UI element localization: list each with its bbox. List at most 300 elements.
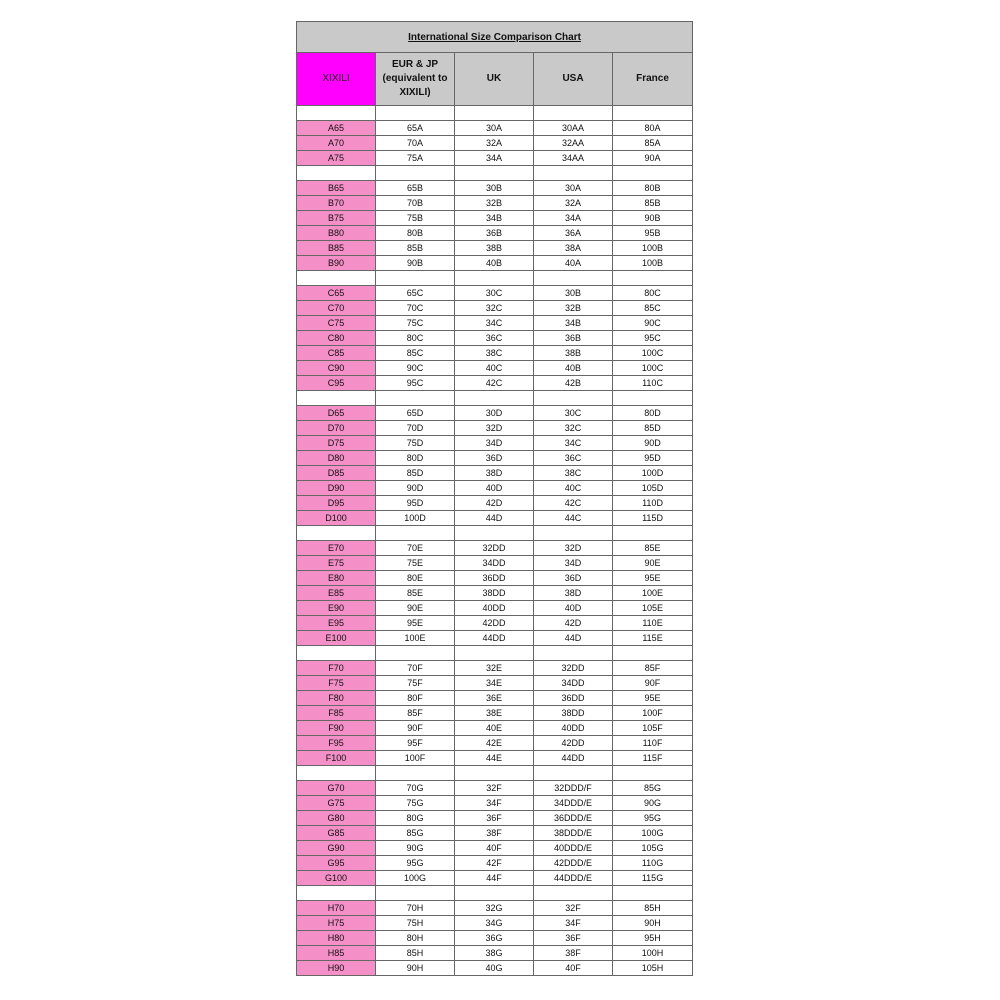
spacer-cell	[376, 646, 455, 661]
uk-cell: 42F	[455, 856, 534, 871]
size-cell: G95	[297, 856, 376, 871]
table-row	[297, 871, 693, 886]
spacer-cell	[613, 646, 693, 661]
usa-cell: 36C	[534, 451, 613, 466]
spacer-row	[297, 526, 693, 541]
size-cell: E90	[297, 601, 376, 616]
usa-cell: 38DDD/E	[534, 826, 613, 841]
france-cell: 85D	[613, 421, 693, 436]
usa-cell: 30B	[534, 286, 613, 301]
table-row	[297, 256, 693, 271]
usa-cell: 34C	[534, 436, 613, 451]
eur-jp-cell: 80G	[376, 811, 455, 826]
table-row	[297, 556, 693, 571]
usa-cell: 32A	[534, 196, 613, 211]
france-cell: 95D	[613, 451, 693, 466]
uk-cell: 38G	[455, 946, 534, 961]
usa-cell: 36B	[534, 331, 613, 346]
table-row	[297, 211, 693, 226]
usa-cell: 40DDD/E	[534, 841, 613, 856]
usa-cell: 36DD	[534, 691, 613, 706]
spacer-cell	[534, 271, 613, 286]
table-row	[297, 676, 693, 691]
uk-cell: 34A	[455, 151, 534, 166]
table-row	[297, 691, 693, 706]
header-row	[297, 53, 693, 106]
usa-cell: 36F	[534, 931, 613, 946]
france-cell: 110F	[613, 736, 693, 751]
spacer-cell	[613, 106, 693, 121]
usa-cell: 34B	[534, 316, 613, 331]
spacer-cell	[455, 526, 534, 541]
usa-cell: 38A	[534, 241, 613, 256]
usa-cell: 42DD	[534, 736, 613, 751]
eur-jp-cell: 65A	[376, 121, 455, 136]
france-cell: 85C	[613, 301, 693, 316]
size-cell: C70	[297, 301, 376, 316]
france-cell: 100H	[613, 946, 693, 961]
spacer-cell	[613, 271, 693, 286]
uk-cell: 36E	[455, 691, 534, 706]
table-row	[297, 181, 693, 196]
size-cell: E85	[297, 586, 376, 601]
usa-cell: 34AA	[534, 151, 613, 166]
size-cell: A65	[297, 121, 376, 136]
size-cell: D70	[297, 421, 376, 436]
spacer-cell	[297, 271, 376, 286]
size-cell: E70	[297, 541, 376, 556]
eur-jp-cell: 90F	[376, 721, 455, 736]
france-cell: 90H	[613, 916, 693, 931]
size-cell: C90	[297, 361, 376, 376]
eur-jp-cell: 85F	[376, 706, 455, 721]
size-cell: C95	[297, 376, 376, 391]
uk-cell: 36G	[455, 931, 534, 946]
eur-jp-cell: 95C	[376, 376, 455, 391]
usa-cell: 40C	[534, 481, 613, 496]
size-cell: G90	[297, 841, 376, 856]
france-cell: 95B	[613, 226, 693, 241]
france-cell: 90B	[613, 211, 693, 226]
table-row	[297, 136, 693, 151]
table-row	[297, 121, 693, 136]
table-row	[297, 226, 693, 241]
spacer-cell	[613, 391, 693, 406]
eur-jp-cell: 85D	[376, 466, 455, 481]
eur-jp-cell: 70B	[376, 196, 455, 211]
eur-jp-cell: 85C	[376, 346, 455, 361]
eur-jp-cell: 75E	[376, 556, 455, 571]
table-row	[297, 436, 693, 451]
table-row	[297, 601, 693, 616]
size-cell: D75	[297, 436, 376, 451]
size-cell: H70	[297, 901, 376, 916]
size-cell: H80	[297, 931, 376, 946]
table-row	[297, 481, 693, 496]
eur-jp-cell: 85H	[376, 946, 455, 961]
eur-jp-cell: 75A	[376, 151, 455, 166]
usa-cell: 40B	[534, 361, 613, 376]
uk-cell: 32B	[455, 196, 534, 211]
eur-jp-cell: 75C	[376, 316, 455, 331]
eur-jp-cell: 100E	[376, 631, 455, 646]
france-cell: 110G	[613, 856, 693, 871]
uk-cell: 44D	[455, 511, 534, 526]
france-cell: 90A	[613, 151, 693, 166]
eur-jp-cell: 80C	[376, 331, 455, 346]
france-cell: 110E	[613, 616, 693, 631]
uk-cell: 40C	[455, 361, 534, 376]
header-usa: USA	[534, 53, 613, 106]
eur-jp-cell: 90G	[376, 841, 455, 856]
size-cell: F90	[297, 721, 376, 736]
size-cell: H90	[297, 961, 376, 976]
uk-cell: 40D	[455, 481, 534, 496]
france-cell: 105G	[613, 841, 693, 856]
uk-cell: 40G	[455, 961, 534, 976]
table-row	[297, 451, 693, 466]
table-row	[297, 856, 693, 871]
spacer-row	[297, 646, 693, 661]
size-cell: G70	[297, 781, 376, 796]
france-cell: 110C	[613, 376, 693, 391]
spacer-row	[297, 106, 693, 121]
uk-cell: 36D	[455, 451, 534, 466]
title-row	[297, 22, 693, 53]
table-row	[297, 496, 693, 511]
uk-cell: 30A	[455, 121, 534, 136]
table-row	[297, 331, 693, 346]
usa-cell: 40A	[534, 256, 613, 271]
table-row	[297, 796, 693, 811]
size-cell: B80	[297, 226, 376, 241]
size-cell: B70	[297, 196, 376, 211]
eur-jp-cell: 75B	[376, 211, 455, 226]
france-cell: 80B	[613, 181, 693, 196]
size-cell: F80	[297, 691, 376, 706]
usa-cell: 42DDD/E	[534, 856, 613, 871]
spacer-cell	[376, 886, 455, 901]
table-row	[297, 826, 693, 841]
size-cell: H75	[297, 916, 376, 931]
spacer-cell	[455, 271, 534, 286]
eur-jp-cell: 85G	[376, 826, 455, 841]
size-cell: E75	[297, 556, 376, 571]
spacer-cell	[297, 166, 376, 181]
france-cell: 85G	[613, 781, 693, 796]
table-row	[297, 361, 693, 376]
eur-jp-cell: 75F	[376, 676, 455, 691]
usa-cell: 34DD	[534, 676, 613, 691]
france-cell: 85H	[613, 901, 693, 916]
france-cell: 100G	[613, 826, 693, 841]
uk-cell: 40B	[455, 256, 534, 271]
uk-cell: 38F	[455, 826, 534, 841]
size-cell: A70	[297, 136, 376, 151]
spacer-cell	[455, 166, 534, 181]
table-row	[297, 931, 693, 946]
france-cell: 85F	[613, 661, 693, 676]
uk-cell: 32C	[455, 301, 534, 316]
spacer-cell	[297, 886, 376, 901]
table-row	[297, 421, 693, 436]
usa-cell: 38F	[534, 946, 613, 961]
usa-cell: 36DDD/E	[534, 811, 613, 826]
eur-jp-cell: 80D	[376, 451, 455, 466]
size-cell: D85	[297, 466, 376, 481]
usa-cell: 34A	[534, 211, 613, 226]
uk-cell: 36F	[455, 811, 534, 826]
uk-cell: 32D	[455, 421, 534, 436]
usa-cell: 36D	[534, 571, 613, 586]
spacer-cell	[534, 886, 613, 901]
france-cell: 105E	[613, 601, 693, 616]
eur-jp-cell: 85E	[376, 586, 455, 601]
usa-cell: 44D	[534, 631, 613, 646]
size-cell: B65	[297, 181, 376, 196]
spacer-row	[297, 391, 693, 406]
table-row	[297, 616, 693, 631]
uk-cell: 38B	[455, 241, 534, 256]
table-row	[297, 286, 693, 301]
uk-cell: 40E	[455, 721, 534, 736]
size-cell: F75	[297, 676, 376, 691]
spacer-cell	[534, 166, 613, 181]
table-row	[297, 586, 693, 601]
table-row	[297, 406, 693, 421]
spacer-row	[297, 886, 693, 901]
table-row	[297, 661, 693, 676]
eur-jp-cell: 90C	[376, 361, 455, 376]
uk-cell: 44F	[455, 871, 534, 886]
eur-jp-cell: 100G	[376, 871, 455, 886]
size-cell: G85	[297, 826, 376, 841]
size-cell: F95	[297, 736, 376, 751]
eur-jp-cell: 100D	[376, 511, 455, 526]
table-row	[297, 736, 693, 751]
eur-jp-cell: 90E	[376, 601, 455, 616]
spacer-cell	[376, 166, 455, 181]
spacer-cell	[376, 766, 455, 781]
size-cell: C65	[297, 286, 376, 301]
france-cell: 100B	[613, 241, 693, 256]
france-cell: 100F	[613, 706, 693, 721]
france-cell: 90E	[613, 556, 693, 571]
eur-jp-cell: 65B	[376, 181, 455, 196]
eur-jp-cell: 65D	[376, 406, 455, 421]
table-row	[297, 841, 693, 856]
spacer-cell	[534, 766, 613, 781]
eur-jp-cell: 75H	[376, 916, 455, 931]
size-cell: B90	[297, 256, 376, 271]
table-row	[297, 706, 693, 721]
size-cell: E80	[297, 571, 376, 586]
uk-cell: 40DD	[455, 601, 534, 616]
uk-cell: 34E	[455, 676, 534, 691]
usa-cell: 40DD	[534, 721, 613, 736]
size-cell: F85	[297, 706, 376, 721]
size-cell: G100	[297, 871, 376, 886]
table-row	[297, 346, 693, 361]
eur-jp-cell: 95G	[376, 856, 455, 871]
table-row	[297, 631, 693, 646]
size-cell: B85	[297, 241, 376, 256]
spacer-cell	[297, 766, 376, 781]
eur-jp-cell: 95D	[376, 496, 455, 511]
uk-cell: 34C	[455, 316, 534, 331]
size-comparison-table	[296, 21, 693, 976]
size-cell: C80	[297, 331, 376, 346]
table-row	[297, 946, 693, 961]
usa-cell: 32DDD/F	[534, 781, 613, 796]
table-row	[297, 781, 693, 796]
france-cell: 85E	[613, 541, 693, 556]
eur-jp-cell: 90B	[376, 256, 455, 271]
size-cell: D95	[297, 496, 376, 511]
uk-cell: 36C	[455, 331, 534, 346]
size-cell: F70	[297, 661, 376, 676]
table-title: International Size Comparison Chart	[297, 22, 693, 53]
spacer-cell	[534, 391, 613, 406]
france-cell: 115D	[613, 511, 693, 526]
france-cell: 85A	[613, 136, 693, 151]
size-cell: B75	[297, 211, 376, 226]
usa-cell: 32DD	[534, 661, 613, 676]
france-cell: 95E	[613, 571, 693, 586]
france-cell: 110D	[613, 496, 693, 511]
france-cell: 90G	[613, 796, 693, 811]
header-uk: UK	[455, 53, 534, 106]
usa-cell: 32AA	[534, 136, 613, 151]
uk-cell: 42C	[455, 376, 534, 391]
spacer-cell	[297, 526, 376, 541]
spacer-cell	[613, 526, 693, 541]
france-cell: 105F	[613, 721, 693, 736]
uk-cell: 44DD	[455, 631, 534, 646]
uk-cell: 34DD	[455, 556, 534, 571]
eur-jp-cell: 70F	[376, 661, 455, 676]
uk-cell: 40F	[455, 841, 534, 856]
usa-cell: 32F	[534, 901, 613, 916]
usa-cell: 30C	[534, 406, 613, 421]
header-brand: XIXILI	[297, 53, 376, 106]
spacer-cell	[297, 106, 376, 121]
usa-cell: 42C	[534, 496, 613, 511]
size-cell: D100	[297, 511, 376, 526]
header-eur-jp: EUR & JP (equivalent to XIXILI)	[376, 53, 455, 106]
france-cell: 80C	[613, 286, 693, 301]
spacer-cell	[455, 766, 534, 781]
eur-jp-cell: 70G	[376, 781, 455, 796]
eur-jp-cell: 70D	[376, 421, 455, 436]
usa-cell: 38B	[534, 346, 613, 361]
eur-jp-cell: 85B	[376, 241, 455, 256]
eur-jp-cell: 75G	[376, 796, 455, 811]
size-cell: E95	[297, 616, 376, 631]
table-row	[297, 466, 693, 481]
table-row	[297, 241, 693, 256]
eur-jp-cell: 95E	[376, 616, 455, 631]
table-row	[297, 811, 693, 826]
usa-cell: 44DDD/E	[534, 871, 613, 886]
france-cell: 105D	[613, 481, 693, 496]
eur-jp-cell: 100F	[376, 751, 455, 766]
uk-cell: 42D	[455, 496, 534, 511]
france-cell: 100B	[613, 256, 693, 271]
france-cell: 90D	[613, 436, 693, 451]
usa-cell: 32D	[534, 541, 613, 556]
table-row	[297, 721, 693, 736]
france-cell: 90F	[613, 676, 693, 691]
usa-cell: 44DD	[534, 751, 613, 766]
usa-cell: 34F	[534, 916, 613, 931]
size-cell: G80	[297, 811, 376, 826]
france-cell: 100D	[613, 466, 693, 481]
table-row	[297, 316, 693, 331]
france-cell: 85B	[613, 196, 693, 211]
spacer-cell	[376, 526, 455, 541]
uk-cell: 42DD	[455, 616, 534, 631]
uk-cell: 30B	[455, 181, 534, 196]
france-cell: 105H	[613, 961, 693, 976]
uk-cell: 34B	[455, 211, 534, 226]
spacer-cell	[534, 526, 613, 541]
usa-cell: 40D	[534, 601, 613, 616]
eur-jp-cell: 80B	[376, 226, 455, 241]
header-france: France	[613, 53, 693, 106]
table-row	[297, 376, 693, 391]
uk-cell: 30D	[455, 406, 534, 421]
usa-cell: 44C	[534, 511, 613, 526]
uk-cell: 38D	[455, 466, 534, 481]
uk-cell: 32F	[455, 781, 534, 796]
eur-jp-cell: 95F	[376, 736, 455, 751]
spacer-cell	[613, 766, 693, 781]
table-row	[297, 961, 693, 976]
size-cell: D80	[297, 451, 376, 466]
spacer-cell	[613, 166, 693, 181]
france-cell: 100E	[613, 586, 693, 601]
usa-cell: 30AA	[534, 121, 613, 136]
eur-jp-cell: 80F	[376, 691, 455, 706]
table-row	[297, 901, 693, 916]
usa-cell: 42D	[534, 616, 613, 631]
france-cell: 115E	[613, 631, 693, 646]
usa-cell: 42B	[534, 376, 613, 391]
size-cell: H85	[297, 946, 376, 961]
size-cell: D90	[297, 481, 376, 496]
uk-cell: 38E	[455, 706, 534, 721]
usa-cell: 38DD	[534, 706, 613, 721]
table-row	[297, 541, 693, 556]
france-cell: 95C	[613, 331, 693, 346]
uk-cell: 32DD	[455, 541, 534, 556]
eur-jp-cell: 90D	[376, 481, 455, 496]
france-cell: 95H	[613, 931, 693, 946]
table-row	[297, 571, 693, 586]
spacer-row	[297, 766, 693, 781]
usa-cell: 32B	[534, 301, 613, 316]
france-cell: 95E	[613, 691, 693, 706]
uk-cell: 32G	[455, 901, 534, 916]
size-cell: C75	[297, 316, 376, 331]
spacer-cell	[455, 106, 534, 121]
spacer-cell	[534, 646, 613, 661]
usa-cell: 38C	[534, 466, 613, 481]
size-cell: G75	[297, 796, 376, 811]
size-cell: E100	[297, 631, 376, 646]
usa-cell: 36A	[534, 226, 613, 241]
